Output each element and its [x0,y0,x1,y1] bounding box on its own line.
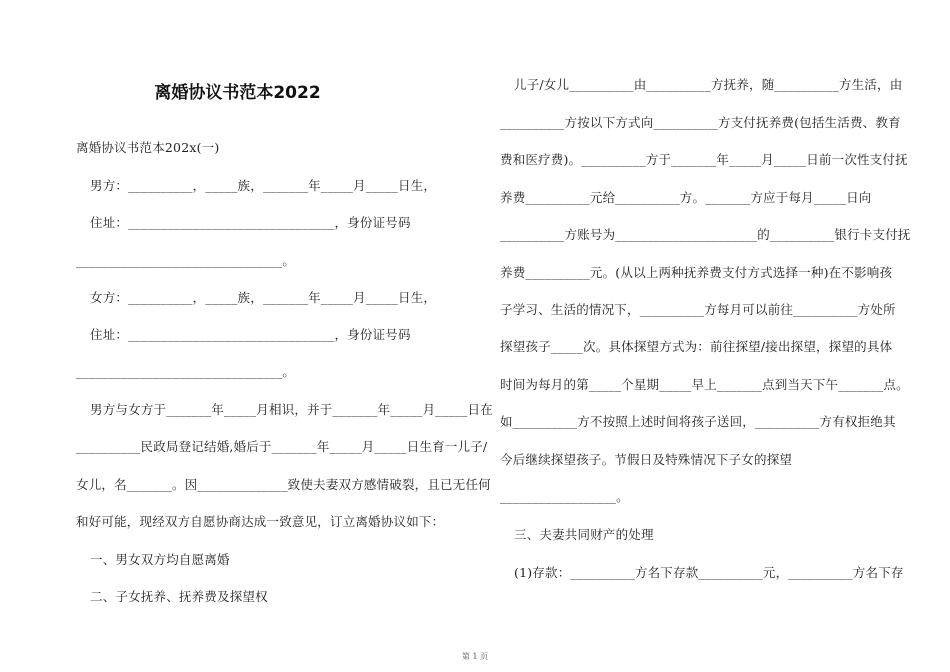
paragraph-line: __________方账号为______________________的__________银行卡支付抚 [500,227,911,242]
paragraph-line: __________民政局登记结婚,婚后于_______年_____月_____日生育一儿子/ [76,439,488,454]
document-title: 离婚协议书范本2022 [154,83,321,103]
husband-info-line: 男方：__________，_____族，_______年_____月_____日生， [90,178,437,193]
paragraph-line: 如__________方不按照上述时间将孩子送回，__________方有权拒绝其 [500,414,896,429]
paragraph-line: 费和医疗费)。__________方于_______年_____月_____日前一次性支付抚 [500,152,908,167]
section-heading-2: 二、子女抚养、抚养费及探望权 [90,589,268,604]
paragraph-line: 子学习、生活的情况下，__________方每月可以前往__________方处所 [500,302,896,317]
section-heading-3: 三、夫妻共同财产的处理 [514,527,654,542]
paragraph-line: __________方按以下方式向__________方支付抚养费(包括生活费、教育 [500,115,901,130]
wife-address-line: 住址：________________________________，身份证号码 [90,327,411,342]
wife-id-line: ________________________________。 [76,364,296,379]
paragraph-line: 男方与女方于_______年_____月相识，并于_______年_____月_____日在 [90,402,493,417]
page-number: 第 1 页 [461,652,489,661]
paragraph-line: 时间为每月的第_____个星期_____早上_______点到当天下午_______点。 [500,377,909,392]
paragraph-line: 养费__________元。(从以上两种抚养费支付方式选择一种)在不影响孩 [500,265,893,280]
paragraph-line: 女儿，名_______。因______________致使夫妻双方感情破裂，且已无任何 [76,477,491,492]
paragraph-line: 儿子/女儿__________由__________方抚养，随__________方生活，由 [514,77,903,92]
paragraph-line: 和好可能，现经双方自愿协商达成一致意见，订立离婚协议如下： [76,514,445,529]
wife-info-line: 女方：__________，_____族，_______年_____月_____日生， [90,290,437,305]
paragraph-line: 探望孩子_____次。具体探望方式为：前往探望/接出探望，探望的具体 [500,339,893,354]
section-heading-1: 一、男女双方均自愿离婚 [90,552,230,567]
paragraph-line: (1)存款：__________方名下存款__________元，__________方名下存 [514,565,904,580]
husband-address-line: 住址：________________________________，身份证号码 [90,215,411,230]
husband-id-line: ________________________________。 [76,253,296,268]
paragraph-line: 今后继续探望孩子。节假日及特殊情况下子女的探望 [500,452,793,467]
subtitle-line: 离婚协议书范本202x(一) [76,140,220,155]
paragraph-line: __________________。 [500,489,629,504]
paragraph-line: 养费__________元给__________方。_______方应于每月_____日向 [500,190,872,205]
